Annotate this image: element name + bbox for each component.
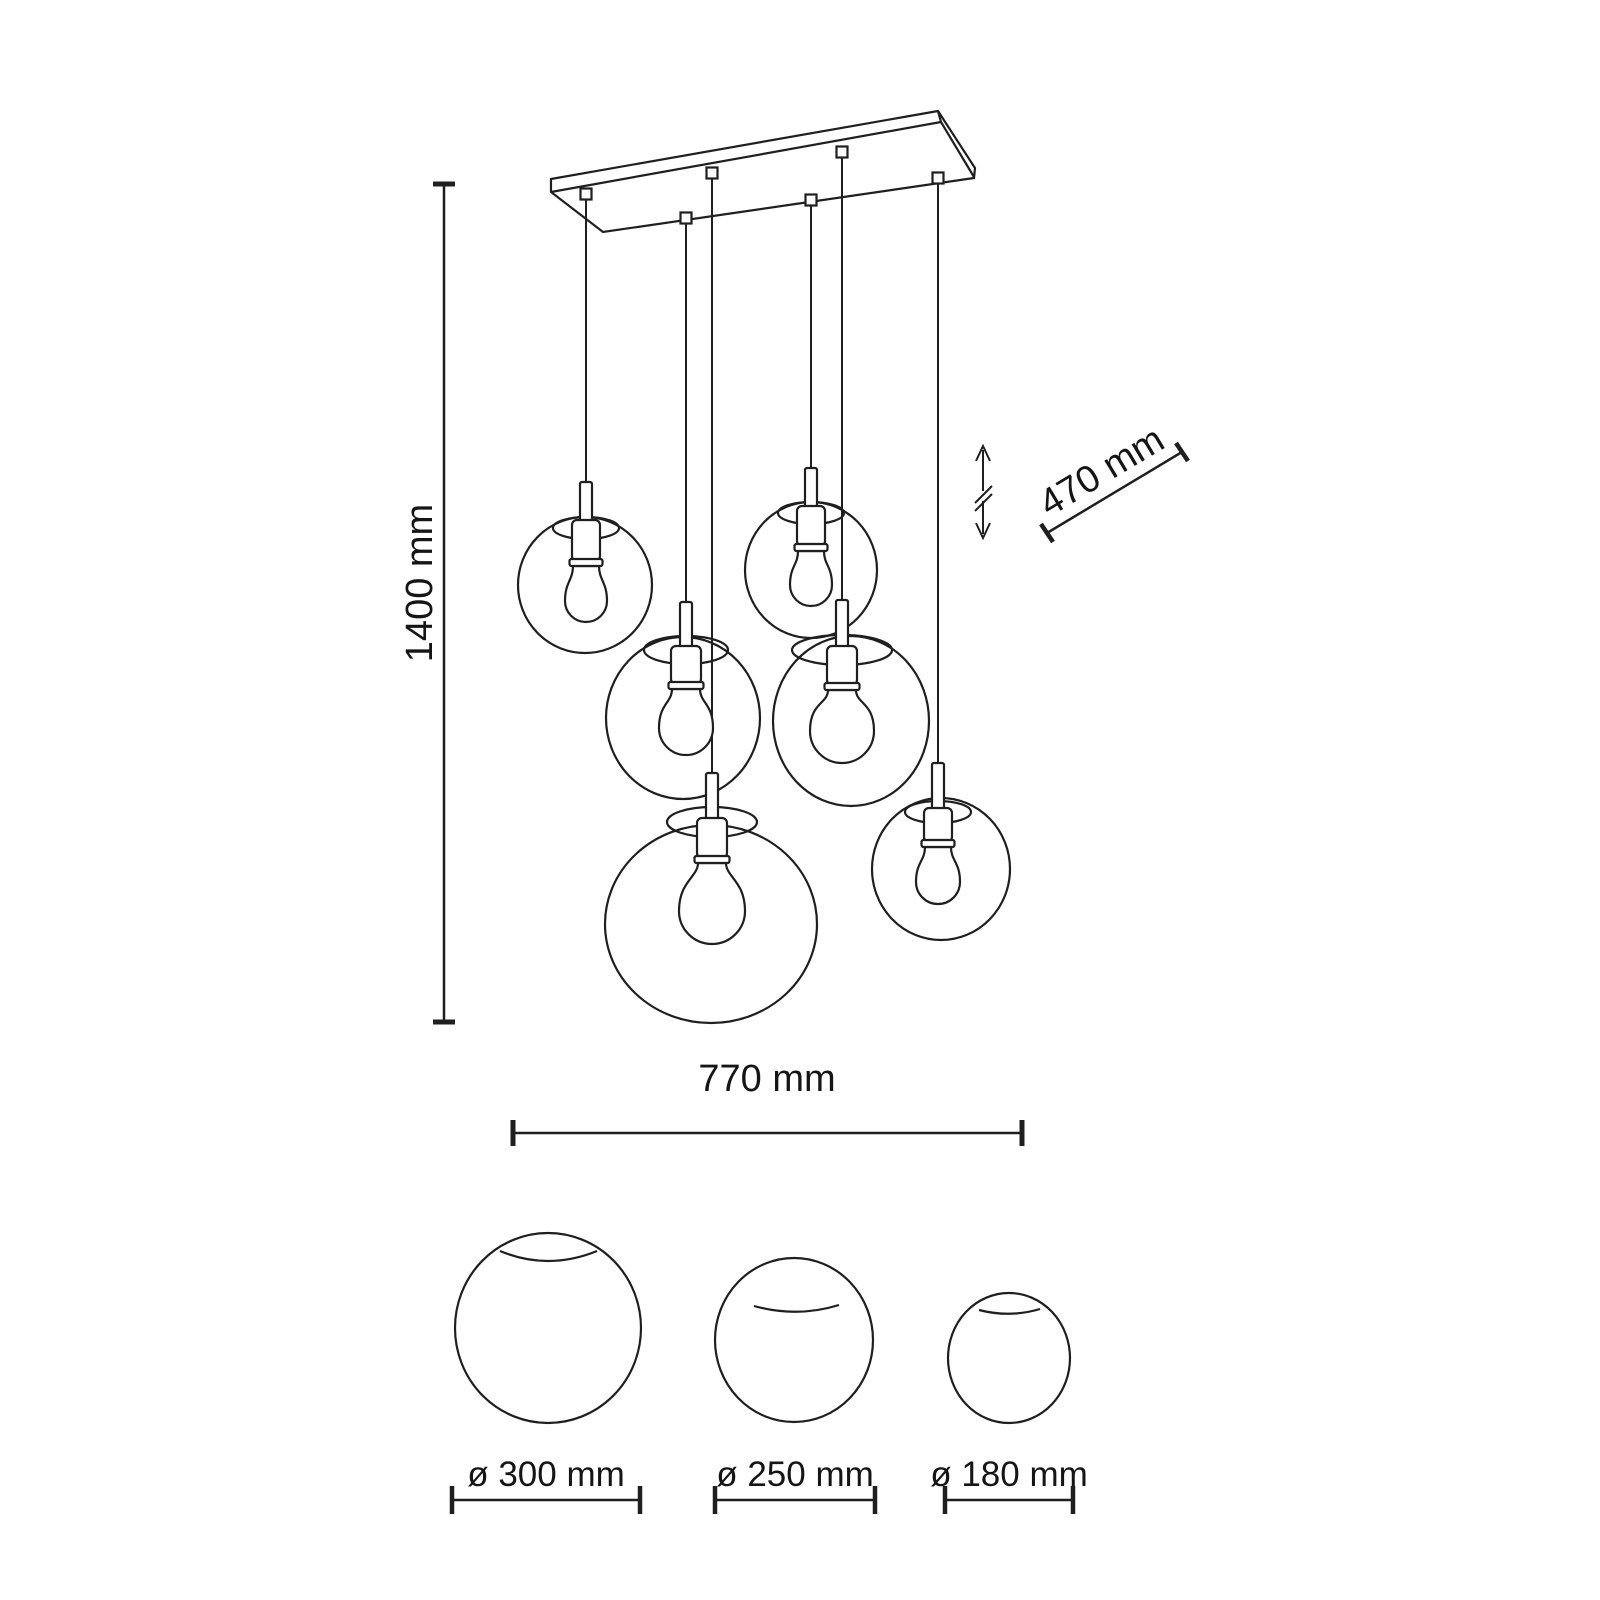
legend-globe-250-shape <box>715 1258 873 1422</box>
cord-grip-3 <box>680 602 692 650</box>
lamp-socket-2 <box>797 506 825 546</box>
legend-globe-300-rim <box>500 1251 597 1261</box>
cord-attachment-1 <box>581 189 592 200</box>
light-bulb-3 <box>659 689 713 755</box>
legend-globe-250-rim <box>754 1305 839 1312</box>
socket-lip-4 <box>825 683 860 690</box>
suspension-tick-left <box>1041 524 1053 542</box>
ceiling-canopy <box>551 111 975 232</box>
lamp-socket-4 <box>827 646 857 685</box>
legend-globe-250-label: ø 250 mm <box>716 1455 874 1494</box>
light-bulb-4 <box>810 690 874 763</box>
lamp-socket-3 <box>671 646 701 684</box>
cord-grip-2 <box>805 468 817 510</box>
light-bulb-1 <box>565 566 607 622</box>
cord-grip-4 <box>836 600 848 650</box>
width-dimension <box>513 1058 1022 1146</box>
legend-globe-180-label: ø 180 mm <box>930 1455 1088 1494</box>
socket-lip-6 <box>922 840 955 847</box>
light-bulb-6 <box>916 847 960 904</box>
suspension-tick-right <box>1176 443 1188 461</box>
cord-attachment-5 <box>707 168 718 179</box>
socket-lip-5 <box>695 856 730 863</box>
height-dimension <box>399 184 455 1022</box>
cord-grip-1 <box>580 482 592 524</box>
height-dimension-label: 1400 mm <box>399 503 441 663</box>
socket-lip-1 <box>570 559 603 566</box>
legend-globe-180 <box>930 1293 1088 1514</box>
globe-size-legend <box>452 1233 1088 1514</box>
cord-grip-5 <box>706 773 718 822</box>
suspension-dimension-label: 470 mm <box>1032 418 1172 526</box>
cord-grip-6 <box>932 763 944 812</box>
cord-attachment-6 <box>933 173 944 184</box>
height-adjust-arrow-icon <box>975 446 992 538</box>
lamp-socket-6 <box>924 808 952 842</box>
lamp-socket-1 <box>572 520 600 561</box>
suspension-dimension <box>975 418 1188 542</box>
legend-globe-300 <box>452 1233 641 1514</box>
legend-globe-250 <box>715 1258 875 1514</box>
width-dimension-label: 770 mm <box>698 1058 836 1100</box>
legend-globe-180-shape <box>948 1293 1070 1423</box>
cord-attachment-2 <box>806 195 817 206</box>
legend-globe-300-label: ø 300 mm <box>467 1455 625 1494</box>
legend-globe-180-rim <box>979 1309 1040 1314</box>
cord-attachment-3 <box>681 213 692 224</box>
socket-lip-2 <box>795 544 828 551</box>
canopy-bottom-edge <box>551 122 941 192</box>
lamp-socket-5 <box>697 818 727 858</box>
cord-attachment-4 <box>837 147 848 158</box>
light-bulb-2 <box>790 551 832 606</box>
socket-lip-3 <box>669 682 704 689</box>
pendant-fixture <box>518 147 1010 1024</box>
canopy-outline <box>551 111 975 232</box>
light-bulb-5 <box>679 863 745 944</box>
